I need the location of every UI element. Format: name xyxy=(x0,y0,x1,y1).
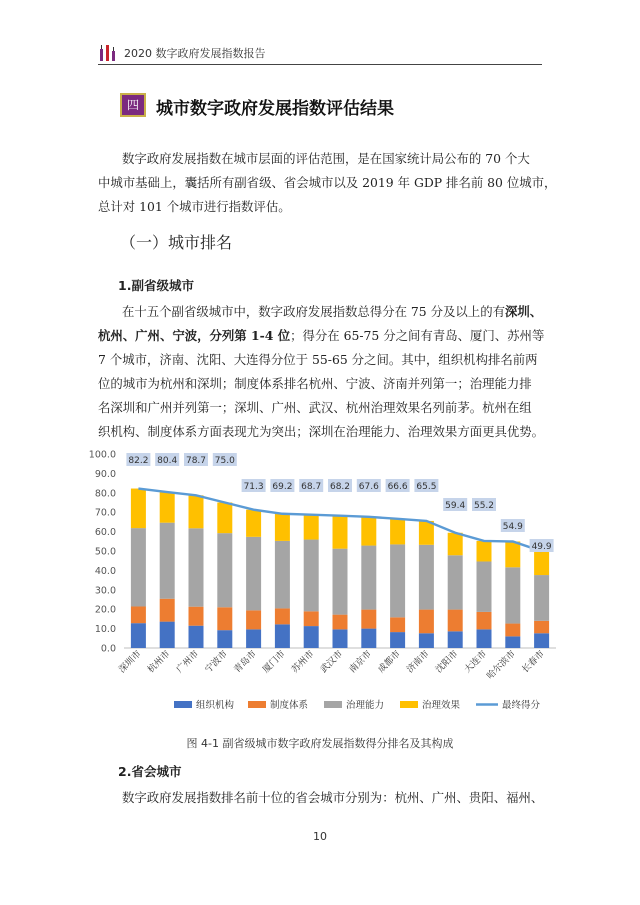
paragraph-line: 织机构、制度体系方面表现尤为突出；深圳在治理能力、治理效果方面更具优势。 xyxy=(98,424,545,439)
data-label: 68.2 xyxy=(329,482,351,492)
bar-segment-3 xyxy=(333,549,348,615)
y-tick-label: 60.0 xyxy=(94,527,116,539)
bar-segment-1 xyxy=(534,633,549,648)
bold-text-run: 深圳、 xyxy=(504,304,543,319)
text-run: ；得分在 65-75 分之间有青岛、厦门、苏州等 xyxy=(290,328,545,343)
legend-swatch xyxy=(174,701,192,708)
subsection-title-sub-provincial: 1.副省级城市 xyxy=(118,278,194,293)
x-tick-label: 青岛市 xyxy=(232,649,259,676)
bar-segment-4 xyxy=(477,541,492,562)
legend-swatch xyxy=(400,701,418,708)
bar-segment-2 xyxy=(477,612,492,629)
bar-segment-1 xyxy=(217,630,232,648)
bold-text-run: 杭州、广州、宁波，分列第 1-4 位 xyxy=(98,328,291,343)
bar-segment-2 xyxy=(160,599,175,622)
bar-segment-4 xyxy=(390,519,405,545)
data-label: 82.2 xyxy=(128,456,149,466)
bar-segment-1 xyxy=(361,629,376,648)
bar-segment-1 xyxy=(160,622,175,648)
data-label: 69.2 xyxy=(272,482,293,492)
bar-segment-3 xyxy=(419,545,434,610)
bar-segment-4 xyxy=(534,551,549,575)
bar-segment-4 xyxy=(304,515,319,540)
y-tick-label: 70.0 xyxy=(94,507,116,519)
bar-segment-2 xyxy=(217,607,232,630)
section-title: 城市数字政府发展指数评估结果 xyxy=(156,99,394,119)
paragraph-line: 数字政府发展指数排名前十位的省会城市分别为：杭州、广州、贵阳、福州、 xyxy=(122,790,544,805)
bar-segment-2 xyxy=(304,611,319,626)
y-tick-label: 10.0 xyxy=(94,624,116,636)
x-tick-label: 苏州市 xyxy=(290,649,317,676)
bar-segment-2 xyxy=(419,610,434,634)
data-label: 80.4 xyxy=(157,456,178,466)
data-label: 54.9 xyxy=(502,522,523,532)
data-label: 55.2 xyxy=(473,501,495,511)
bar-segment-4 xyxy=(217,503,232,534)
paragraph-line: 7 个城市，济南、沈阳、大连得分位于 55-65 分之间。其中，组织机构排名前两 xyxy=(98,352,538,367)
paragraph-line xyxy=(98,324,544,348)
figure-caption: 图 4-1 副省级城市数字政府发展指数得分排名及其构成 xyxy=(186,737,454,750)
bar-segment-3 xyxy=(448,555,463,609)
bar-segment-1 xyxy=(304,626,319,648)
x-tick-label: 武汉市 xyxy=(318,649,346,676)
intro-line: 总计对 101 个城市进行指数评估。 xyxy=(98,199,291,214)
x-tick-label: 宁波市 xyxy=(203,649,230,676)
bar-segment-3 xyxy=(131,528,146,606)
page-header xyxy=(98,42,578,64)
bar-segment-3 xyxy=(390,544,405,617)
legend-label: 治理能力 xyxy=(346,700,385,711)
provincial-capitals-paragraph xyxy=(98,786,544,810)
data-label: 68.7 xyxy=(301,482,322,492)
intro-line: 中城市基础上，囊括所有副省级、省会城市以及 2019 年 GDP 排名前 80 位城市， xyxy=(98,175,557,190)
bar-segment-3 xyxy=(477,561,492,611)
y-tick-label: 0.0 xyxy=(100,643,116,655)
legend-swatch xyxy=(324,701,342,708)
bar-segment-4 xyxy=(505,541,520,567)
bar-segment-2 xyxy=(275,608,290,624)
paragraph-line: 位的城市为杭州和深圳；制度体系排名杭州、宁波、济南并列第一；治理能力排 xyxy=(98,376,532,391)
bar-segment-3 xyxy=(361,546,376,610)
bar-segment-3 xyxy=(189,528,204,606)
bar-segment-1 xyxy=(333,629,348,648)
bar-segment-1 xyxy=(275,624,290,648)
bar-segment-2 xyxy=(333,615,348,630)
paragraph-line: 名深圳和广州并列第一；深圳、广州、武汉、杭州治理效果名列前茅。杭州在组 xyxy=(98,400,532,415)
bar-segment-1 xyxy=(505,636,520,648)
intro-paragraph xyxy=(98,147,557,219)
bar-segment-1 xyxy=(477,629,492,648)
bar-segment-3 xyxy=(534,575,549,621)
y-tick-label: 80.0 xyxy=(94,488,116,500)
bar-segment-4 xyxy=(246,510,261,537)
bar-segment-4 xyxy=(275,514,290,541)
page-number: 10 xyxy=(313,830,327,843)
x-tick-label: 厦门市 xyxy=(261,649,288,676)
data-label: 49.9 xyxy=(531,542,552,552)
subsection-title-ranking: （一）城市排名 xyxy=(120,233,233,252)
bar-segment-3 xyxy=(275,541,290,609)
data-label: 71.3 xyxy=(243,482,264,492)
data-label: 78.7 xyxy=(185,456,207,466)
data-label: 67.6 xyxy=(358,482,379,492)
intro-line: 数字政府发展指数在城市层面的评估范围，是在国家统计局公布的 70 个大 xyxy=(122,151,530,166)
data-label: 59.4 xyxy=(445,501,466,511)
legend-label: 组织机构 xyxy=(196,700,235,711)
bar-segment-3 xyxy=(505,567,520,623)
bar-segment-2 xyxy=(505,624,520,637)
bar-segment-4 xyxy=(160,492,175,523)
bar-segment-2 xyxy=(131,606,146,623)
x-tick-label: 大连市 xyxy=(462,649,490,676)
data-label: 66.6 xyxy=(387,482,408,492)
legend-swatch xyxy=(248,701,266,708)
y-tick-label: 20.0 xyxy=(94,604,116,616)
header-divider xyxy=(98,64,542,65)
bar-segment-2 xyxy=(361,610,376,629)
section-number-badge: 四 xyxy=(120,93,146,117)
bar-segment-2 xyxy=(448,610,463,632)
x-tick-label: 杭州市 xyxy=(146,649,173,676)
y-tick-label: 40.0 xyxy=(94,565,116,577)
bar-segment-1 xyxy=(419,633,434,648)
x-tick-label: 深圳市 xyxy=(117,649,144,676)
bar-segment-2 xyxy=(534,621,549,633)
x-tick-label: 哈尔滨市 xyxy=(485,649,518,682)
legend-label: 最终得分 xyxy=(502,700,541,711)
paragraph-line xyxy=(98,300,544,324)
text-run: 在十五个副省级城市中，数字政府发展指数总得分在 75 分及以上的有 xyxy=(122,304,505,319)
bar-segment-3 xyxy=(304,540,319,612)
y-tick-label: 100.0 xyxy=(88,449,116,461)
data-label: 65.5 xyxy=(416,482,437,492)
bar-segment-2 xyxy=(189,607,204,626)
bar-segment-1 xyxy=(390,632,405,648)
data-label: 75.0 xyxy=(214,456,235,466)
y-tick-label: 30.0 xyxy=(94,585,116,597)
y-tick-label: 90.0 xyxy=(94,468,116,480)
bar-segment-4 xyxy=(419,521,434,545)
bar-segment-1 xyxy=(189,626,204,648)
x-tick-label: 南京市 xyxy=(347,649,374,676)
bar-segment-3 xyxy=(160,523,175,599)
bar-segment-1 xyxy=(131,623,146,648)
score-composition-chart xyxy=(88,442,564,722)
bar-segment-1 xyxy=(246,629,261,648)
y-tick-label: 50.0 xyxy=(94,546,116,558)
x-tick-label: 沈阳市 xyxy=(434,649,461,676)
subsection-title-provincial-capitals: 2.省会城市 xyxy=(118,764,182,779)
bar-segment-3 xyxy=(217,533,232,607)
legend-label: 治理效果 xyxy=(422,700,461,711)
bar-segment-4 xyxy=(361,517,376,546)
bar-segment-4 xyxy=(131,489,146,529)
bar-segment-1 xyxy=(448,631,463,648)
bar-segment-2 xyxy=(246,610,261,629)
x-tick-label: 成都市 xyxy=(376,649,403,676)
x-tick-label: 济南市 xyxy=(405,649,432,676)
header-title: 2020 数字政府发展指数报告 xyxy=(124,47,266,60)
bar-segment-4 xyxy=(333,516,348,549)
bar-segment-2 xyxy=(390,617,405,632)
sub-provincial-paragraph xyxy=(98,300,544,444)
bar-segment-4 xyxy=(448,533,463,556)
bar-segment-3 xyxy=(246,537,261,611)
x-tick-label: 长春市 xyxy=(520,649,547,676)
report-logo-icon xyxy=(98,43,120,63)
x-tick-label: 广州市 xyxy=(174,649,202,676)
legend-label: 制度体系 xyxy=(270,700,309,711)
bar-segment-4 xyxy=(189,495,204,528)
